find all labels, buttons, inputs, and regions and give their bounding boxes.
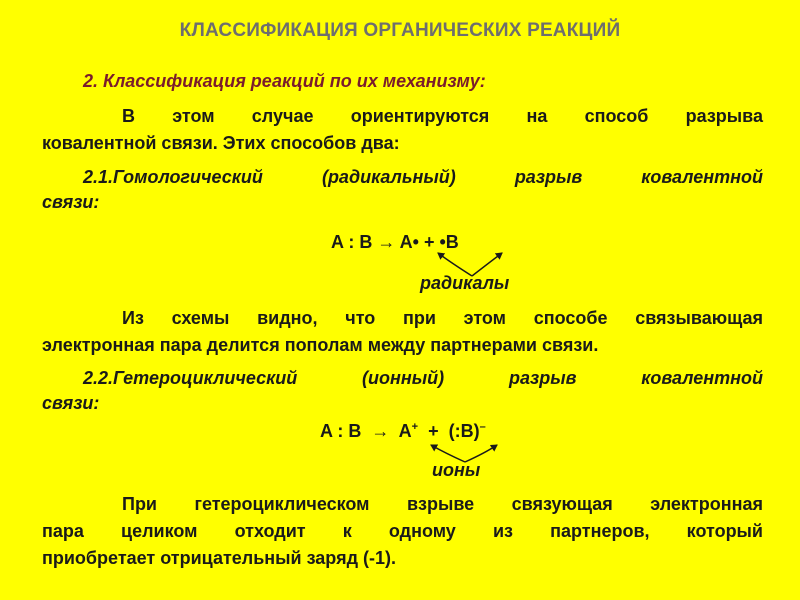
homolytic-line-1: 2.1.Гомологический (радикальный) разрыв ковалентной (83, 167, 763, 187)
conclusion-line-1: При гетероциклическом взрыве связующая электронная (122, 494, 763, 514)
conclusion-line-3: приобретает отрицательный заряд (-1). (42, 548, 396, 568)
heterolytic-line-2: связи: (42, 393, 100, 413)
explain-line-1: Из схемы видно, что при этом способе связывающая (122, 308, 763, 328)
heterolytic-formula (320, 421, 486, 442)
homolytic-formula: A : B → A• + •B (331, 232, 459, 252)
homolytic-line-2: связи: (42, 192, 100, 212)
section-heading: 2. Классификация реакций по их механизму: (83, 71, 486, 91)
cation-charge: + (411, 421, 419, 433)
intro-line-2: ковалентной связи. Этих способов два: (42, 133, 400, 153)
heterolytic-formula-mid: + (:B) (418, 421, 480, 441)
conclusion-line-2: пара целиком отходит к одному из партнеров, который (42, 521, 763, 541)
anion-charge: – (479, 421, 486, 433)
slide-title: КЛАССИФИКАЦИЯ ОРГАНИЧЕСКИХ РЕАКЦИЙ (179, 20, 621, 41)
intro-paragraph (42, 103, 763, 157)
heterolytic-formula-main: A : B → A (320, 421, 412, 441)
homolytic-heading (42, 165, 763, 215)
heterolytic-line-1: 2.2.Гетероциклический (ионный) разрыв ковалентной (83, 368, 763, 388)
explain-paragraph (42, 305, 763, 359)
explain-line-2: электронная пара делится пополам между партнерами связи. (42, 335, 599, 355)
ions-caption: ионы (432, 460, 481, 480)
heterolytic-heading (42, 366, 763, 416)
conclusion-paragraph (42, 491, 763, 572)
radicals-caption: радикалы (420, 273, 510, 293)
intro-line-1: В этом случае ориентируются на способ разрыва (122, 106, 763, 126)
